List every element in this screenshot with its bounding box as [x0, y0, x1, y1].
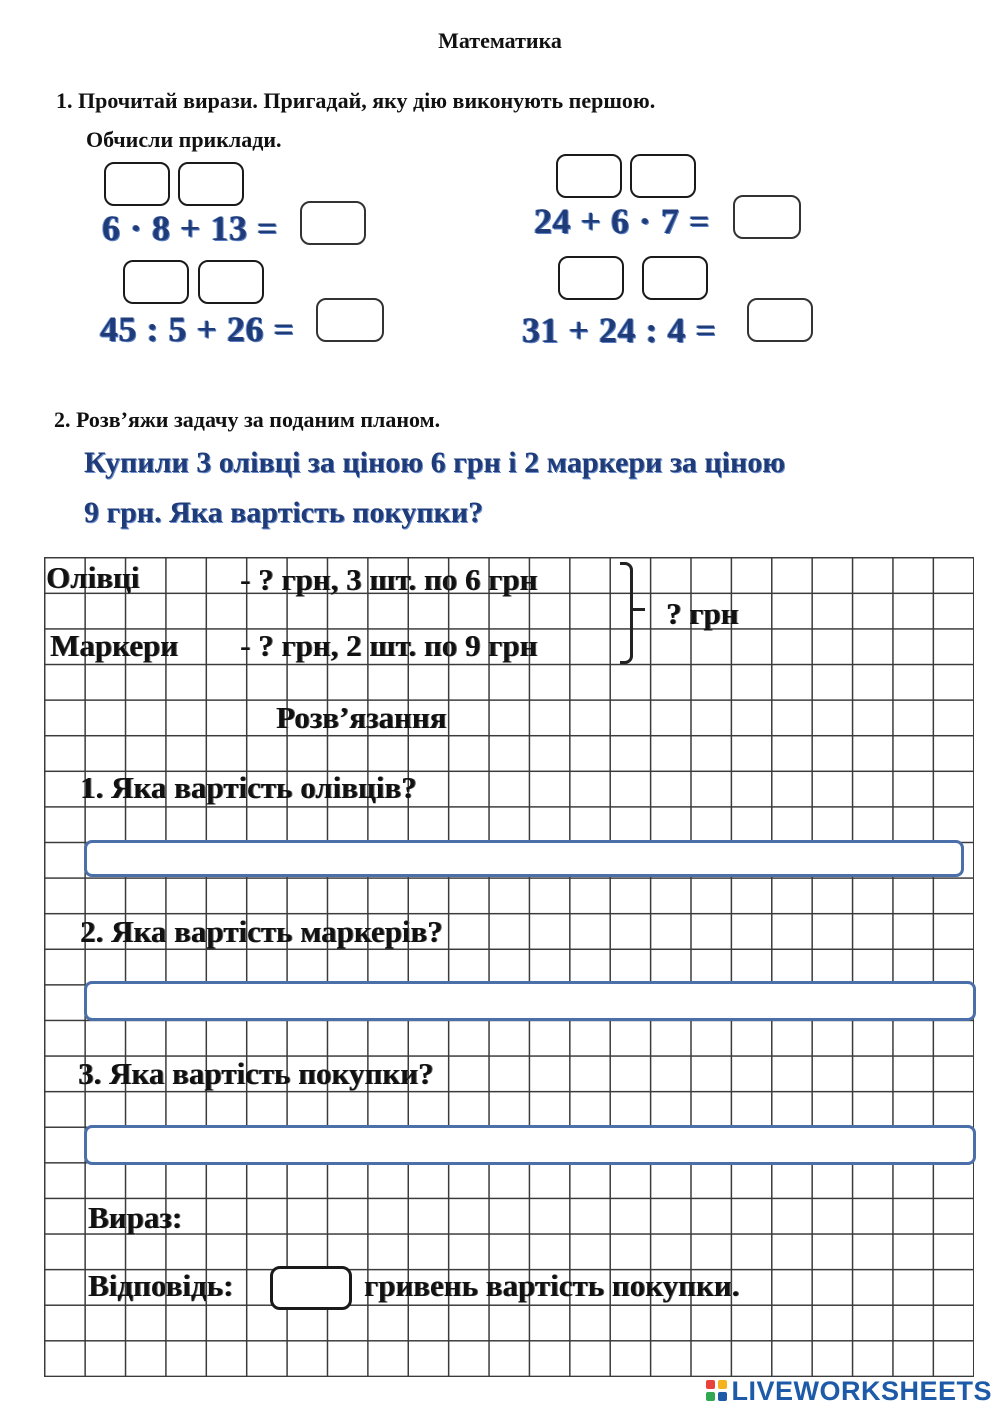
- question-2: 2. Яка вартість маркерів?: [80, 914, 443, 949]
- problem-text-1: Купили 3 олівці за ціною 6 грн і 2 маркери за ціною: [84, 446, 786, 479]
- expression-4: 31 + 24 : 4 =: [522, 310, 717, 350]
- order-box-1b[interactable]: [178, 162, 244, 206]
- question-1: 1. Яка вартість олівців?: [80, 770, 417, 805]
- answer-box-2[interactable]: [316, 298, 384, 342]
- order-box-3a[interactable]: [556, 154, 622, 198]
- order-box-4a[interactable]: [558, 256, 624, 300]
- plan-label-pencils: Олівці: [46, 560, 140, 595]
- problem-text-2: 9 грн. Яка вартість покупки?: [84, 496, 484, 529]
- order-box-2a[interactable]: [123, 260, 189, 304]
- answer-suffix: гривень вартість покупки.: [364, 1268, 740, 1303]
- solution-title: Розв’язання: [276, 700, 447, 735]
- answer-box-1[interactable]: [300, 201, 366, 245]
- order-box-2b[interactable]: [198, 260, 264, 304]
- plan-text-pencils: - ? грн, 3 шт. по 6 грн: [240, 562, 538, 597]
- task1-instruction-2: Обчисли приклади.: [86, 127, 282, 152]
- plan-total: ? грн: [666, 596, 739, 631]
- order-box-3b[interactable]: [630, 154, 696, 198]
- answer-box-3[interactable]: [733, 195, 801, 239]
- plan-label-markers: Маркери: [50, 628, 178, 663]
- brand-name: LIVEWORKSHEETS: [731, 1376, 992, 1406]
- question-3: 3. Яка вартість покупки?: [78, 1056, 434, 1091]
- answer-field-3[interactable]: [84, 1125, 976, 1165]
- brace-tick: [633, 608, 645, 611]
- graph-paper: [44, 557, 974, 1377]
- final-answer-box[interactable]: [270, 1266, 352, 1310]
- liveworksheets-logo: [706, 1376, 992, 1407]
- brace: [620, 562, 633, 664]
- order-box-1a[interactable]: [104, 162, 170, 206]
- answer-field-2[interactable]: [84, 981, 976, 1021]
- answer-label: Відповідь:: [88, 1268, 234, 1303]
- page-title: Математика: [438, 28, 562, 53]
- expression-label: Вираз:: [88, 1200, 183, 1235]
- plan-text-markers: - ? грн, 2 шт. по 9 грн: [240, 628, 538, 663]
- answer-box-4[interactable]: [747, 298, 813, 342]
- task2-heading: 2. Розв’яжи задачу за поданим планом.: [54, 407, 441, 432]
- expression-1: 6 · 8 + 13 =: [102, 208, 279, 248]
- answer-field-1[interactable]: [84, 840, 964, 877]
- expression-3: 24 + 6 · 7 =: [534, 201, 711, 241]
- expression-2: 45 : 5 + 26 =: [100, 309, 295, 349]
- order-box-4b[interactable]: [642, 256, 708, 300]
- liveworksheets-icon: [706, 1380, 728, 1402]
- task1-instruction: 1. Прочитай вирази. Пригадай, яку дію виконують першою.: [56, 88, 656, 113]
